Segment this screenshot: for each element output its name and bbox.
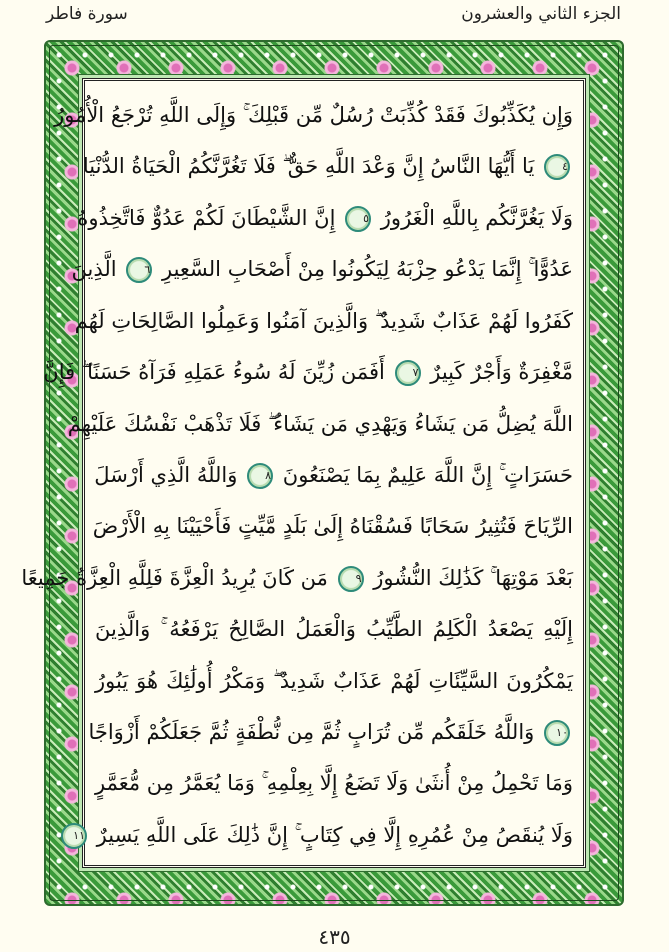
verse-text: إِلَيْهِ يَصْعَدُ الْكَلِمُ الطَّيِّبُ وَالْعَمَلُ الصَّالِحُ يَرْفَعُهُ ۚ وَالَّذِينَ xyxy=(95,617,573,642)
verse-text: الرِّيَاحَ فَتُثِيرُ سَحَابًا فَسُقْنَاهُ إِلَىٰ بَلَدٍ مَّيِّتٍ فَأَحْيَيْنَا بِهِ الْأَرْضَ xyxy=(92,514,573,539)
verse-line xyxy=(88,708,573,756)
verse-text: وَإِن يُكَذِّبُوكَ فَقَدْ كُذِّبَتْ رُسُلٌ مِّن قَبْلِكَ ۚ وَإِلَى اللَّهِ تُرْجَعُ الْأُمُورُ xyxy=(54,103,573,127)
ayah-number-marker: ٨ xyxy=(247,463,273,489)
page-number: ٤٣٥ xyxy=(318,925,351,949)
verse-text: الَّذِينَ xyxy=(71,257,117,282)
verse-line xyxy=(67,400,573,448)
verse-text: كَفَرُوا لَهُمْ عَذَابٌ شَدِيدٌ ۖ وَالَّذِينَ آمَنُوا وَعَمِلُوا الصَّالِحَاتِ لَهُم xyxy=(74,308,573,333)
verse-line xyxy=(95,605,573,653)
ayah-number-marker: ٩ xyxy=(338,566,364,592)
verse-line xyxy=(95,657,573,705)
ayah-number-marker: ٧ xyxy=(395,360,421,386)
verse-text: وَمَا تَحْمِلُ مِنْ أُنثَىٰ وَلَا تَضَعُ إِلَّا بِعِلْمِهِ ۚ وَمَا يُعَمَّرُ مِن مُّعَمَّرٍ xyxy=(95,771,573,796)
surah-header: سورة فاطر xyxy=(46,4,128,24)
verse-text: عَدُوًّا ۚ إِنَّمَا يَدْعُو حِزْبَهُ لِيَكُونُوا مِنْ أَصْحَابِ السَّعِيرِ xyxy=(162,257,573,282)
verse-line xyxy=(73,811,573,859)
ayah-number-marker: ٦ xyxy=(126,257,152,283)
verse-text: حَسَرَاتٍ ۚ إِنَّ اللَّهَ عَلِيمٌ بِمَا يَصْنَعُونَ xyxy=(282,462,573,487)
ayah-number-marker: ٥ xyxy=(345,206,371,232)
ayah-number-marker: ١١ xyxy=(61,823,87,849)
verse-line xyxy=(54,91,573,139)
verse-line xyxy=(77,194,573,242)
verse-text: مَّغْفِرَةٌ وَأَجْرٌ كَبِيرٌ xyxy=(430,360,573,385)
verse-text: وَلَا يُنقَصُ مِنْ عُمُرِهِ إِلَّا فِي كِتَابٍ ۚ إِنَّ ذَٰلِكَ عَلَى اللَّهِ يَسِيرٌ xyxy=(96,822,573,847)
ayah-number-marker: ١٠ xyxy=(544,720,570,746)
text-panel xyxy=(21,78,586,868)
verse-text: وَلَا يَغُرَّنَّكُم بِاللَّهِ الْغَرُورُ xyxy=(380,205,573,230)
verse-line xyxy=(43,348,573,396)
verse-line xyxy=(74,297,573,345)
verse-text: إِنَّ الشَّيْطَانَ لَكُمْ عَدُوٌّ فَاتَّخِذُوهُ xyxy=(77,205,336,230)
verse-text: يَمْكُرُونَ السَّيِّئَاتِ لَهُمْ عَذَابٌ شَدِيدٌ ۖ وَمَكْرُ أُولَٰئِكَ هُوَ يَبُورُ xyxy=(95,668,573,693)
verse-text: اللَّهَ يُضِلُّ مَن يَشَاءُ وَيَهْدِي مَن يَشَاءُ ۖ فَلَا تَذْهَبْ نَفْسُكَ عَلَيْهِمْ xyxy=(67,411,573,436)
verse-line xyxy=(21,554,573,602)
verse-lines xyxy=(21,91,573,859)
verse-line xyxy=(71,245,573,293)
verse-text: يَا أَيُّهَا النَّاسُ إِنَّ وَعْدَ اللَّهِ حَقٌّ ۖ فَلَا تَغُرَّنَّكُمُ الْحَيَاةُ الدُّنْيَا xyxy=(82,154,535,179)
verse-text: أَفَمَن زُيِّنَ لَهُ سُوءُ عَمَلِهِ فَرَآهُ حَسَنًا ۖ فَإِنَّ xyxy=(43,360,385,385)
verse-line xyxy=(92,502,573,550)
verse-text: بَعْدَ مَوْتِهَا ۚ كَذَٰلِكَ النُّشُورُ xyxy=(373,565,573,590)
verse-line xyxy=(95,451,573,499)
verse-line xyxy=(95,759,573,807)
ornamental-border xyxy=(21,40,624,906)
verse-text: مَن كَانَ يُرِيدُ الْعِزَّةَ فَلِلَّهِ الْعِزَّةُ جَمِيعًا xyxy=(21,565,328,590)
verse-text: وَاللَّهُ الَّذِي أَرْسَلَ xyxy=(94,462,238,487)
verse-line xyxy=(82,142,573,190)
ayah-number-marker: ٤ xyxy=(544,154,570,180)
juz-header: الجزء الثاني والعشرون xyxy=(461,4,621,24)
verse-text: وَاللَّهُ خَلَقَكُم مِّن تُرَابٍ ثُمَّ مِن نُّطْفَةٍ ثُمَّ جَعَلَكُمْ أَزْوَاجًا xyxy=(88,720,535,745)
